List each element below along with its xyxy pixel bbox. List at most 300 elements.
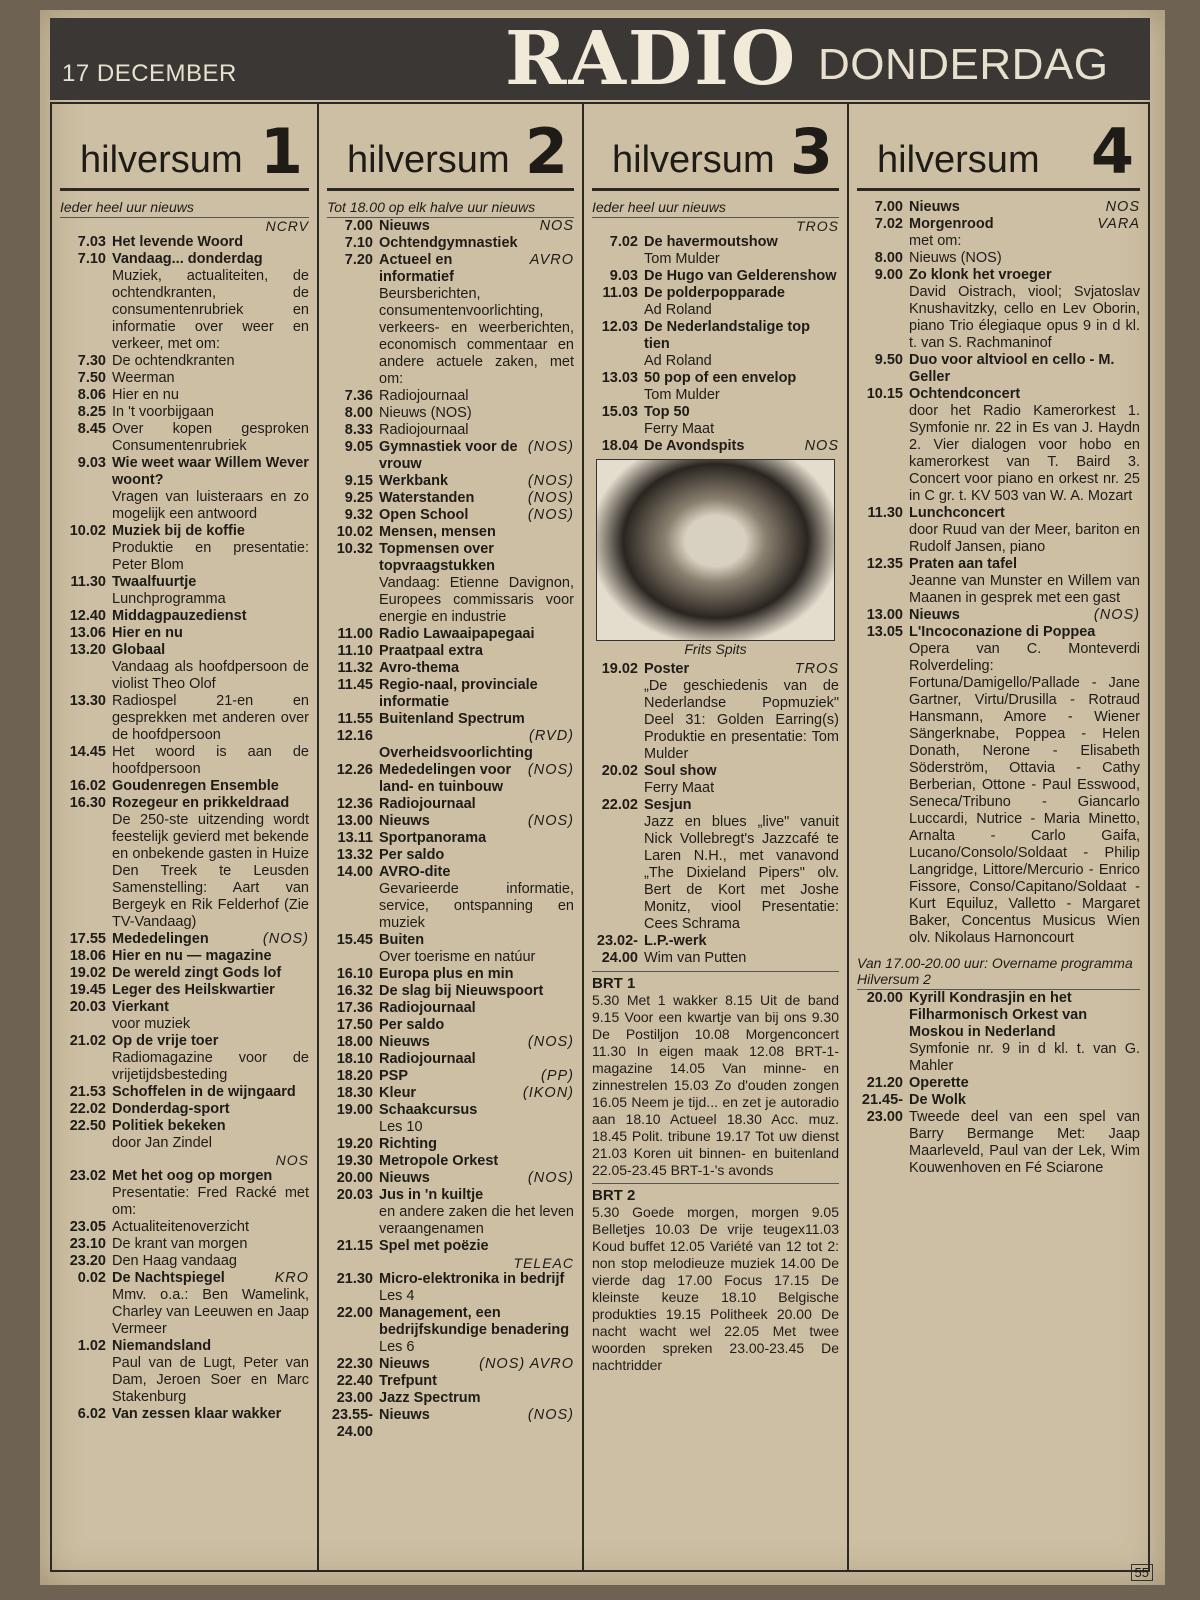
program-body <box>112 1236 309 1253</box>
program-title: Schaakcursus <box>379 1102 478 1118</box>
radio-title: RADIO <box>505 16 798 102</box>
program-description: Les 4 <box>379 1288 415 1304</box>
program-title: De havermoutshow <box>644 234 778 250</box>
program-time: 8.00 <box>344 405 373 421</box>
program-title: Avro-thema <box>379 660 460 676</box>
program-title: Vierkant <box>112 999 169 1015</box>
program-description: Vandaag als hoofdpersoon de violist Theo Olof <box>112 659 309 692</box>
program-body <box>379 966 574 983</box>
program-time: 13.32 <box>336 847 373 863</box>
station-heading <box>592 115 839 191</box>
date-label: 17 DECEMBER <box>62 60 237 87</box>
program-time: 11.30 <box>70 574 106 590</box>
program-entry <box>327 932 574 966</box>
newspaper-page <box>40 10 1165 1585</box>
program-body <box>112 948 309 965</box>
program-time: 22.00 <box>336 1305 373 1321</box>
program-title: Actueel en informatief <box>379 252 454 285</box>
program-time: 9.05 <box>344 439 373 455</box>
program-description: Ferry Maat <box>644 780 715 796</box>
program-title: Nieuws <box>379 1356 430 1372</box>
program-title: Nieuws <box>379 1407 430 1423</box>
program-description: Het woord is aan de hoofdpersoon <box>112 744 309 777</box>
program-entry <box>327 813 574 830</box>
program-title: Jazz Spectrum <box>379 1390 481 1406</box>
program-body <box>644 661 839 763</box>
program-entry <box>60 642 309 693</box>
program-body <box>112 421 309 455</box>
program-title: Ochtendconcert <box>909 386 1021 402</box>
program-title: Schoffelen in de wijngaard <box>112 1084 296 1100</box>
program-time: 18.04 <box>601 438 638 454</box>
program-time: 22.02 <box>601 797 638 813</box>
program-description: Wim van Putten <box>644 950 747 966</box>
program-entry <box>857 607 1140 624</box>
station-heading <box>327 115 574 191</box>
program-entry <box>592 763 839 797</box>
program-entry <box>60 387 309 404</box>
program-body <box>379 1034 574 1051</box>
program-time: 13.06 <box>69 625 106 641</box>
program-description: Tom Mulder <box>644 387 720 403</box>
program-body <box>112 795 309 931</box>
program-title: Twaalfuurtje <box>112 574 197 590</box>
program-time: 21.20 <box>866 1075 903 1091</box>
program-title: Praten aan tafel <box>909 556 1017 572</box>
program-body <box>909 386 1140 505</box>
program-entry <box>327 541 574 626</box>
program-time: 7.02 <box>609 234 638 250</box>
program-time: 21.45-23.00 <box>861 1092 903 1125</box>
program-entry <box>857 990 1140 1075</box>
program-title: Leger des Heilskwartier <box>112 982 275 998</box>
program-title: Overheidsvoorlichting <box>379 745 533 761</box>
program-entry <box>60 778 309 795</box>
program-body <box>909 1075 1140 1092</box>
program-time: 12.40 <box>69 608 106 624</box>
portrait-photo <box>596 459 835 641</box>
program-entry <box>592 661 839 763</box>
program-time: 7.00 <box>344 218 373 234</box>
program-title: Het levende Woord <box>112 234 244 250</box>
program-entry <box>857 250 1140 267</box>
program-title: L.P.-werk <box>644 933 707 949</box>
program-entry <box>857 216 1140 250</box>
program-title: Globaal <box>112 642 166 658</box>
program-entry <box>327 626 574 643</box>
broadcaster-tag: (NOS) <box>527 762 574 778</box>
program-time: 19.20 <box>336 1136 373 1152</box>
program-body <box>644 285 839 319</box>
program-entry <box>327 677 574 711</box>
program-body <box>112 387 309 404</box>
program-body <box>379 1407 574 1441</box>
program-title: Buitenland Spectrum <box>379 711 525 727</box>
program-time: 1.02 <box>77 1338 106 1354</box>
program-time: 23.55-24.00 <box>331 1407 373 1440</box>
broadcaster-tag: (NOS) <box>527 1407 574 1423</box>
program-title: Nieuws <box>909 607 960 623</box>
program-description: Les 10 <box>379 1119 423 1135</box>
program-entry <box>327 507 574 524</box>
program-title: Nieuws <box>379 1170 430 1186</box>
program-entry <box>60 1236 309 1253</box>
program-entry <box>327 728 574 762</box>
program-time: 22.02 <box>69 1101 106 1117</box>
program-description: door het Radio Kamerorkest 1. Symfonie nr. 22 in Es van J. Haydn 2. Vier dialogen voor hobo en kamerorkest van T. Baird 3. Concert voor piano en orkest nr. 25 in C gr. t. KV 503 van W. A. Mozart <box>909 403 1140 504</box>
program-entry <box>327 524 574 541</box>
program-description: In 't voorbijgaan <box>112 404 214 420</box>
program-title: Hier en nu — magazine <box>112 948 272 964</box>
program-time: 12.16 <box>336 728 373 744</box>
program-time: 13.30 <box>69 693 106 709</box>
program-time: 19.45 <box>69 982 106 998</box>
program-entry <box>327 218 574 235</box>
program-body <box>379 252 574 388</box>
station-number: 2 <box>524 115 568 188</box>
program-title: Kleur <box>379 1085 417 1101</box>
program-time: 13.05 <box>866 624 903 640</box>
program-title: L'Incoconazione di Poppea <box>909 624 1096 640</box>
program-entry <box>327 1034 574 1051</box>
program-body <box>379 490 574 507</box>
program-description: David Oistrach, viool; Svjatoslav Knushavitzky, cello en Lev Oborin, piano Trio élegiaque opus 9 in d kl. t. van S. Rachmaninof <box>909 284 1140 351</box>
program-entry <box>60 931 309 948</box>
program-time: 0.02 <box>77 1270 106 1286</box>
program-title: Radiojournaal <box>379 1051 476 1067</box>
program-entry <box>60 744 309 778</box>
program-body <box>379 1238 574 1255</box>
program-time: 11.45 <box>337 677 373 693</box>
program-description: Produktie en presentatie: Peter Blom <box>112 540 309 573</box>
program-title: Kyrill Kondrasjin en het Filharmonisch Orkest van Moskou in Nederland <box>909 990 1088 1040</box>
program-title: Praatpaal extra <box>379 643 483 659</box>
program-body <box>379 1136 574 1153</box>
program-entry <box>60 1270 309 1338</box>
program-body <box>379 728 574 762</box>
page-number: 55 <box>1131 1564 1153 1581</box>
program-title: Europa plus en min <box>379 966 514 982</box>
program-title: Vandaag... donderdag <box>112 251 263 267</box>
program-entry <box>592 285 839 319</box>
program-body <box>909 352 1140 386</box>
program-title: Regio-naal, provinciale informatie <box>379 677 538 710</box>
program-title: Zo klonk het vroeger <box>909 267 1052 283</box>
program-time: 23.20 <box>69 1253 106 1269</box>
program-title: Morgenrood <box>909 216 994 232</box>
program-body <box>644 797 839 933</box>
program-entry <box>60 1219 309 1236</box>
program-time: 14.45 <box>69 744 106 760</box>
program-time: 7.20 <box>344 252 373 268</box>
program-entry <box>327 762 574 796</box>
program-body <box>112 625 309 642</box>
program-title: 50 pop of een envelop <box>644 370 797 386</box>
program-body <box>909 607 1140 624</box>
program-title: Topmensen over topvraagstukken <box>379 541 496 574</box>
program-body <box>379 405 574 422</box>
station-name: hilversum <box>347 139 510 181</box>
program-time: 7.10 <box>77 251 106 267</box>
broadcaster-tag: (NOS) <box>527 1170 574 1186</box>
program-time: 21.53 <box>69 1084 106 1100</box>
program-body <box>379 235 574 252</box>
program-entry <box>327 983 574 1000</box>
broadcaster-tag: NOS <box>539 218 574 234</box>
program-body <box>379 1153 574 1170</box>
program-entry <box>327 235 574 252</box>
program-body <box>379 643 574 660</box>
program-body <box>112 1219 309 1236</box>
program-time: 18.20 <box>336 1068 373 1084</box>
program-time: 19.00 <box>336 1102 373 1118</box>
program-body <box>909 505 1140 556</box>
broadcaster-label: TELEAC <box>513 1255 574 1271</box>
program-entry <box>857 352 1140 386</box>
program-time: 23.02-24.00 <box>596 933 638 966</box>
program-time: 17.50 <box>336 1017 373 1033</box>
program-description: Radiospel 21-en en gesprekken met anderen over de hoofdpersoon <box>112 693 309 743</box>
program-body <box>379 1187 574 1238</box>
program-entry <box>592 933 839 967</box>
program-body <box>379 1170 574 1187</box>
program-body <box>112 404 309 421</box>
program-body <box>379 422 574 439</box>
program-entry <box>60 1101 309 1118</box>
program-title: Duo voor altviool en cello - M. Geller <box>909 352 1115 385</box>
program-entry <box>327 643 574 660</box>
program-description: Vandaag: Etienne Davignon, Europees commissaris voor energie en industrie <box>379 575 574 625</box>
program-body <box>379 507 574 524</box>
broadcaster-tag: TROS <box>794 661 839 677</box>
program-title: Per saldo <box>379 1017 445 1033</box>
program-entry <box>857 267 1140 352</box>
program-description: Weerman <box>112 370 175 386</box>
program-body <box>379 660 574 677</box>
program-entry <box>857 505 1140 556</box>
program-time: 11.03 <box>602 285 638 301</box>
program-title: Soul show <box>644 763 717 779</box>
broadcaster-tag: VARA <box>1097 216 1140 232</box>
program-entry <box>327 1238 574 1255</box>
broadcaster-tag: NOS <box>804 438 839 454</box>
program-entry <box>60 625 309 642</box>
program-time: 8.25 <box>77 404 106 420</box>
program-body <box>379 439 574 473</box>
program-title: Radio Lawaaipapegaai <box>379 626 535 642</box>
program-title: Muziek bij de koffie <box>112 523 245 539</box>
broadcaster-tag: (NOS) <box>527 473 574 489</box>
station-name: hilversum <box>877 139 1040 181</box>
program-body <box>112 999 309 1033</box>
program-description: „De geschiedenis van de Nederlandse Popmuziek" Deel 31: Golden Earring(s) Produktie en presentatie: Tom Mulder <box>644 678 839 762</box>
program-title: Management, een bedrijfskundige benadering <box>379 1305 570 1338</box>
program-time: 17.55 <box>69 931 106 947</box>
program-title: Donderdag-sport <box>112 1101 230 1117</box>
program-title: De slag bij Nieuwspoort <box>379 983 544 999</box>
program-body <box>379 1085 574 1102</box>
program-title: Nieuws <box>909 199 960 215</box>
program-entry <box>60 1168 309 1219</box>
program-body <box>379 1051 574 1068</box>
program-description: Jazz en blues „live" vanuit Nick Vollebregt's Jazzcafé te Laren N.H., met vanavond „The Dixieland Pipers" olv. Bert de Kort met Joshe Monitz, viool Presentatie: Cees Schrama <box>644 814 839 932</box>
program-body <box>112 1253 309 1270</box>
program-entry <box>327 1102 574 1136</box>
program-entry <box>327 1373 574 1390</box>
program-body <box>644 319 839 370</box>
program-title: Middagpauzedienst <box>112 608 247 624</box>
broadcaster-tag: (NOS) <box>1093 607 1140 623</box>
program-time: 11.32 <box>337 660 373 676</box>
program-body <box>112 778 309 795</box>
program-time: 15.45 <box>336 932 373 948</box>
program-body <box>379 847 574 864</box>
program-entry <box>60 608 309 625</box>
program-time: 7.00 <box>874 199 903 215</box>
program-entry <box>60 999 309 1033</box>
program-title: Per saldo <box>379 847 445 863</box>
program-title: Rozegeur en prikkeldraad <box>112 795 290 811</box>
program-entry <box>60 251 309 353</box>
program-title: De Avondspits <box>644 438 745 454</box>
program-body <box>379 388 574 405</box>
program-title: Spel met poëzie <box>379 1238 489 1254</box>
program-entry <box>327 830 574 847</box>
program-entry <box>327 1017 574 1034</box>
program-entry <box>327 490 574 507</box>
program-body <box>379 711 574 728</box>
program-time: 12.36 <box>336 796 373 812</box>
program-body <box>379 677 574 711</box>
program-time: 10.15 <box>866 386 903 402</box>
broadcaster-tag: (NOS) <box>527 439 574 455</box>
program-entry <box>60 455 309 523</box>
program-entry <box>327 864 574 932</box>
program-title: Radiojournaal <box>379 796 476 812</box>
station-number: 1 <box>259 115 303 188</box>
program-time: 16.10 <box>336 966 373 982</box>
program-body <box>379 1068 574 1085</box>
program-time: 13.20 <box>69 642 106 658</box>
program-description: Les 6 <box>379 1339 415 1355</box>
program-body <box>112 608 309 625</box>
program-title: De polderpopparade <box>644 285 785 301</box>
program-time: 18.00 <box>336 1034 373 1050</box>
program-time: 8.06 <box>77 387 106 403</box>
program-body <box>379 830 574 847</box>
program-body <box>379 1373 574 1390</box>
program-time: 20.03 <box>69 999 106 1015</box>
program-time: 7.36 <box>344 388 373 404</box>
program-body <box>909 556 1140 607</box>
program-body <box>644 438 839 455</box>
program-body <box>379 932 574 966</box>
program-description: Radiojournaal <box>379 388 469 404</box>
program-time: 11.30 <box>867 505 903 521</box>
program-title: Sportpanorama <box>379 830 487 846</box>
program-time: 10.32 <box>336 541 373 557</box>
program-entry <box>60 965 309 982</box>
broadcaster-label: TROS <box>796 218 839 234</box>
program-entry <box>327 1187 574 1238</box>
program-body <box>112 1033 309 1084</box>
program-entry <box>592 319 839 370</box>
program-body <box>644 404 839 438</box>
program-body <box>112 931 309 948</box>
program-description: Ad Roland <box>644 302 712 318</box>
program-description: De ochtendkranten <box>112 353 235 369</box>
program-entry <box>327 1085 574 1102</box>
program-body <box>112 982 309 999</box>
program-time: 13.11 <box>337 830 373 846</box>
program-body <box>379 524 574 541</box>
program-time: 20.03 <box>336 1187 373 1203</box>
program-body <box>644 933 839 967</box>
program-body <box>112 1101 309 1118</box>
program-time: 23.10 <box>69 1236 106 1252</box>
program-time: 11.10 <box>337 643 373 659</box>
program-entry <box>60 1033 309 1084</box>
program-entry <box>327 847 574 864</box>
brt2-heading: BRT 2 <box>592 1183 839 1204</box>
program-body <box>379 1390 574 1407</box>
program-entry <box>592 797 839 933</box>
program-description: Lunchprogramma <box>112 591 226 607</box>
program-body <box>379 1000 574 1017</box>
program-description: Beursberichten, consumentenvoorlichting, verkeers- en weerberichten, economisch commentaar en andere actuele zaken, met om: <box>379 286 574 387</box>
program-title: Hier en nu <box>112 625 183 641</box>
program-entry <box>327 252 574 388</box>
program-body <box>379 626 574 643</box>
program-time: 18.10 <box>336 1051 373 1067</box>
program-description: Jeanne van Munster en Willem van Maanen in gesprek met een gast <box>909 573 1140 606</box>
program-description: met om: <box>909 233 962 249</box>
program-title: Trefpunt <box>379 1373 437 1389</box>
program-title: Waterstanden <box>379 490 475 506</box>
program-title: Mensen, mensen <box>379 524 496 540</box>
program-description: Ferry Maat <box>644 421 715 437</box>
program-body <box>112 1118 309 1152</box>
program-entry <box>60 234 309 251</box>
program-title: De Nachtspiegel <box>112 1270 225 1286</box>
broadcaster-tag: KRO <box>274 1270 309 1286</box>
program-body <box>112 234 309 251</box>
program-entry <box>60 693 309 744</box>
station-name: hilversum <box>612 139 775 181</box>
program-time: 20.00 <box>866 990 903 1006</box>
program-time: 8.45 <box>77 421 106 437</box>
program-body <box>112 455 309 523</box>
program-title: Poster <box>644 661 690 677</box>
program-time: 23.00 <box>336 1390 373 1406</box>
program-entry <box>327 1068 574 1085</box>
program-body <box>112 1406 309 1423</box>
program-entry <box>327 1271 574 1305</box>
program-entry <box>327 1356 574 1373</box>
relay-note: Van 17.00-20.00 uur: Overname programma Hilversum 2 <box>857 955 1140 990</box>
program-title: Politiek bekeken <box>112 1118 226 1134</box>
program-time: 10.02 <box>336 524 373 540</box>
column-hilversum-4 <box>847 104 1148 1570</box>
program-description: door Jan Zindel <box>112 1135 212 1151</box>
program-time: 13.00 <box>336 813 373 829</box>
column-hilversum-2 <box>317 104 582 1570</box>
program-title: Werkbank <box>379 473 449 489</box>
program-description: Opera van C. Monteverdi Rolverdeling: Fortuna/Damigello/Pallade - Jane Gartner, Virtu/Drusilla - Rotraud Hansmann, Amore - Wiener Sängerknabe, Poppea - Helen Donath, Nerone - Elisabeth Söderström, Ottavia - Cathy Berberian, Ottone - Paul Esswood, Seneca/Tribuno - Giancarlo Luccardi, Nutrice - Maria Minetto, Arnalta - Carlo Gaifa, Lucano/Consolo/Soldaat - Philip Langridge, Littore/Mercurio - Enrico Fissore, Conso/Capitano/Soldaat - Kurt Equiluz, Valletto - Margaret Baker, Concentus Musicus Wien olv. Nikolaus Harnoncourt <box>909 641 1140 946</box>
program-entry <box>60 948 309 965</box>
program-body <box>379 541 574 626</box>
program-description: Over kopen gesproken Consumentenrubriek <box>112 421 309 454</box>
